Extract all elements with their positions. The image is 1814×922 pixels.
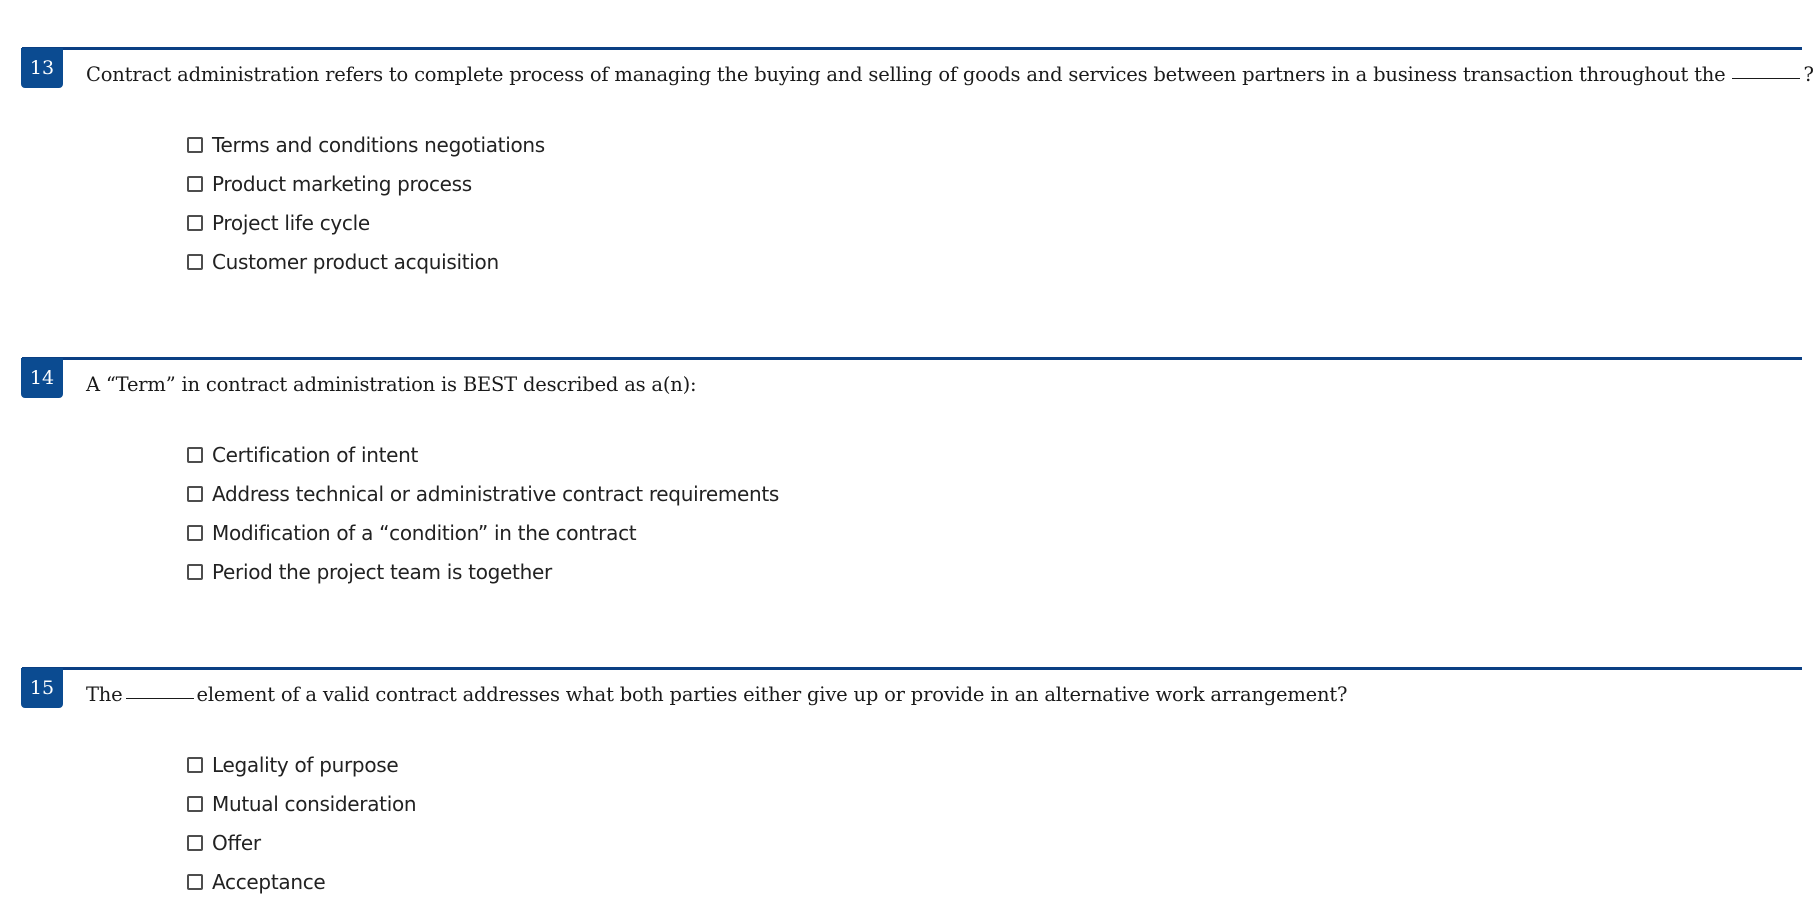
option-label: Address technical or administrative contract requirements: [212, 481, 780, 506]
option-label: Product marketing process: [212, 171, 472, 196]
answer-options: [187, 745, 416, 901]
option-label: Project life cycle: [212, 210, 370, 235]
checkbox[interactable]: [187, 835, 203, 851]
option-label: Modification of a “condition” in the contract: [212, 520, 637, 545]
question-text-start: Contract administration refers to complete process of managing the buying and selling of goods and services between partners in a business transaction throughout the: [86, 63, 1726, 86]
answer-options: [187, 125, 545, 281]
question-number-badge: 14: [21, 358, 63, 398]
checkbox[interactable]: [187, 447, 203, 463]
answer-option[interactable]: [187, 513, 779, 552]
option-label: Certification of intent: [212, 442, 419, 467]
option-label: Offer: [212, 830, 261, 855]
answer-option[interactable]: [187, 823, 416, 862]
question-text: A “Term” in contract administration is BEST described as a(n):: [86, 373, 697, 396]
question-number-badge: 15: [21, 668, 63, 708]
checkbox[interactable]: [187, 176, 203, 192]
answer-option[interactable]: [187, 242, 545, 281]
answer-option[interactable]: [187, 435, 779, 474]
question-text-end: ?: [1803, 63, 1814, 86]
checkbox[interactable]: [187, 874, 203, 890]
answer-option[interactable]: [187, 784, 416, 823]
option-label: Acceptance: [212, 869, 326, 894]
question-text-start: The: [86, 683, 123, 706]
option-label: Customer product acquisition: [212, 249, 499, 274]
option-label: Terms and conditions negotiations: [212, 132, 545, 157]
answer-blank: [1732, 77, 1800, 79]
question-text-end: element of a valid contract addresses what both parties either give up or provide in an alternative work arrangement?: [196, 683, 1348, 706]
answer-option[interactable]: [187, 125, 545, 164]
question-divider: [22, 357, 1802, 360]
checkbox[interactable]: [187, 564, 203, 580]
question-text: [86, 683, 1347, 706]
checkbox[interactable]: [187, 757, 203, 773]
checkbox[interactable]: [187, 486, 203, 502]
checkbox[interactable]: [187, 525, 203, 541]
checkbox[interactable]: [187, 254, 203, 270]
checkbox[interactable]: [187, 796, 203, 812]
answer-option[interactable]: [187, 164, 545, 203]
answer-option[interactable]: [187, 745, 416, 784]
question-text: [86, 63, 1814, 86]
checkbox[interactable]: [187, 215, 203, 231]
option-label: Legality of purpose: [212, 752, 399, 777]
question-number-badge: 13: [21, 48, 63, 88]
question-divider: [22, 47, 1802, 50]
question-divider: [22, 667, 1802, 670]
answer-option[interactable]: [187, 552, 779, 591]
answer-option[interactable]: [187, 862, 416, 901]
option-label: Mutual consideration: [212, 791, 417, 816]
answer-option[interactable]: [187, 474, 779, 513]
answer-options: [187, 435, 779, 591]
answer-option[interactable]: [187, 203, 545, 242]
option-label: Period the project team is together: [212, 559, 552, 584]
answer-blank: [126, 697, 194, 699]
checkbox[interactable]: [187, 137, 203, 153]
